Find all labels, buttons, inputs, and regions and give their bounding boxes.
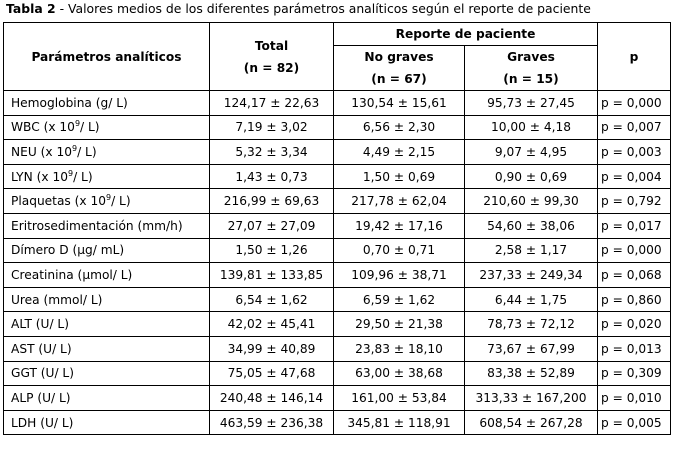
cell-total: 1,43 ± 0,73 bbox=[210, 164, 334, 189]
cell-total: 6,54 ± 1,62 bbox=[210, 287, 334, 312]
cell-graves: 313,33 ± 167,200 bbox=[465, 386, 598, 411]
caption-label: Tabla 2 bbox=[6, 1, 56, 16]
cell-parameter bbox=[4, 361, 210, 386]
header-no-graves-n: (n = 67) bbox=[371, 72, 427, 86]
parameter-label: Creatinina (µmol/ L) bbox=[11, 267, 133, 282]
cell-no-graves: 1,50 ± 0,69 bbox=[334, 164, 465, 189]
header-p: p bbox=[598, 23, 671, 91]
cell-p-value: p = 0,010 bbox=[598, 386, 671, 411]
cell-no-graves: 23,83 ± 18,10 bbox=[334, 336, 465, 361]
cell-no-graves: 19,42 ± 17,16 bbox=[334, 213, 465, 238]
parameter-label: ALP (U/ L) bbox=[11, 390, 71, 405]
cell-p-value: p = 0,013 bbox=[598, 336, 671, 361]
cell-total: 42,02 ± 45,41 bbox=[210, 312, 334, 337]
header-graves-n: (n = 15) bbox=[503, 72, 559, 86]
cell-parameter bbox=[4, 140, 210, 165]
cell-no-graves: 345,81 ± 118,91 bbox=[334, 410, 465, 435]
header-group: Reporte de paciente bbox=[334, 23, 598, 46]
parameter-exponent: 9 bbox=[105, 193, 112, 203]
cell-no-graves: 63,00 ± 38,68 bbox=[334, 361, 465, 386]
cell-graves: 78,73 ± 72,12 bbox=[465, 312, 598, 337]
cell-parameter bbox=[4, 213, 210, 238]
parameter-label: Hemoglobina (g/ L) bbox=[11, 95, 128, 110]
cell-no-graves: 0,70 ± 0,71 bbox=[334, 238, 465, 263]
parameter-label: Dímero D (µg/ mL) bbox=[11, 243, 125, 258]
cell-parameter bbox=[4, 410, 210, 435]
cell-total: 1,50 ± 1,26 bbox=[210, 238, 334, 263]
header-total-label: Total bbox=[254, 38, 289, 53]
cell-graves: 237,33 ± 249,34 bbox=[465, 263, 598, 288]
table-row bbox=[4, 287, 671, 312]
cell-graves: 95,73 ± 27,45 bbox=[465, 91, 598, 116]
cell-total: 240,48 ± 146,14 bbox=[210, 386, 334, 411]
parameter-unit-suffix: / L) bbox=[77, 144, 97, 159]
cell-p-value: p = 0,004 bbox=[598, 164, 671, 189]
parameter-label: Plaquetas (x 10 bbox=[11, 194, 106, 209]
cell-graves: 608,54 ± 267,28 bbox=[465, 410, 598, 435]
header-graves-label: Graves bbox=[507, 50, 555, 64]
header-total bbox=[210, 23, 334, 91]
cell-p-value: p = 0,005 bbox=[598, 410, 671, 435]
parameter-label: GGT (U/ L) bbox=[11, 366, 74, 381]
parameter-unit-suffix: / L) bbox=[80, 120, 100, 135]
cell-parameter bbox=[4, 386, 210, 411]
cell-no-graves: 161,00 ± 53,84 bbox=[334, 386, 465, 411]
parameter-label: Urea (mmol/ L) bbox=[11, 292, 103, 307]
cell-no-graves: 6,56 ± 2,30 bbox=[334, 115, 465, 140]
parameter-exponent: 9 bbox=[67, 168, 74, 178]
cell-graves: 10,00 ± 4,18 bbox=[465, 115, 598, 140]
cell-graves: 73,67 ± 67,99 bbox=[465, 336, 598, 361]
table-body bbox=[4, 91, 671, 435]
cell-total: 7,19 ± 3,02 bbox=[210, 115, 334, 140]
table-row bbox=[4, 386, 671, 411]
table-row bbox=[4, 140, 671, 165]
cell-total: 463,59 ± 236,38 bbox=[210, 410, 334, 435]
cell-p-value: p = 0,007 bbox=[598, 115, 671, 140]
cell-parameter bbox=[4, 189, 210, 214]
parameter-label: AST (U/ L) bbox=[11, 341, 72, 356]
caption-text: - Valores medios de los diferentes parámetros analíticos según el reporte de paciente bbox=[55, 1, 591, 16]
cell-graves: 9,07 ± 4,95 bbox=[465, 140, 598, 165]
cell-p-value: p = 0,792 bbox=[598, 189, 671, 214]
parameter-label: ALT (U/ L) bbox=[11, 317, 69, 332]
cell-graves: 83,38 ± 52,89 bbox=[465, 361, 598, 386]
cell-graves: 2,58 ± 1,17 bbox=[465, 238, 598, 263]
cell-no-graves: 217,78 ± 62,04 bbox=[334, 189, 465, 214]
header-total-n: (n = 82) bbox=[243, 60, 300, 75]
parameter-unit-suffix: / L) bbox=[111, 194, 131, 209]
table-row bbox=[4, 115, 671, 140]
header-graves bbox=[465, 46, 598, 91]
cell-graves: 54,60 ± 38,06 bbox=[465, 213, 598, 238]
header-no-graves-label: No graves bbox=[364, 50, 434, 64]
header-param: Parámetros analíticos bbox=[4, 23, 210, 91]
table-caption bbox=[6, 0, 591, 18]
parameter-exponent: 9 bbox=[71, 143, 78, 153]
cell-parameter bbox=[4, 287, 210, 312]
table-row bbox=[4, 189, 671, 214]
cell-total: 124,17 ± 22,63 bbox=[210, 91, 334, 116]
table-row bbox=[4, 164, 671, 189]
cell-total: 5,32 ± 3,34 bbox=[210, 140, 334, 165]
cell-p-value: p = 0,000 bbox=[598, 91, 671, 116]
cell-total: 75,05 ± 47,68 bbox=[210, 361, 334, 386]
table-row bbox=[4, 263, 671, 288]
parameter-label: NEU (x 10 bbox=[11, 144, 72, 159]
cell-p-value: p = 0,068 bbox=[598, 263, 671, 288]
cell-parameter bbox=[4, 91, 210, 116]
cell-p-value: p = 0,017 bbox=[598, 213, 671, 238]
cell-total: 139,81 ± 133,85 bbox=[210, 263, 334, 288]
parameter-label: LDH (U/ L) bbox=[11, 415, 74, 430]
cell-p-value: p = 0,860 bbox=[598, 287, 671, 312]
cell-p-value: p = 0,003 bbox=[598, 140, 671, 165]
parameter-exponent: 9 bbox=[74, 119, 81, 129]
cell-parameter bbox=[4, 238, 210, 263]
cell-no-graves: 6,59 ± 1,62 bbox=[334, 287, 465, 312]
table-row bbox=[4, 361, 671, 386]
cell-parameter bbox=[4, 312, 210, 337]
table-row bbox=[4, 213, 671, 238]
parameter-label: WBC (x 10 bbox=[11, 120, 75, 135]
parameter-label: Eritrosedimentación (mm/h) bbox=[11, 218, 183, 233]
cell-no-graves: 109,96 ± 38,71 bbox=[334, 263, 465, 288]
cell-parameter bbox=[4, 336, 210, 361]
cell-parameter bbox=[4, 115, 210, 140]
cell-parameter bbox=[4, 164, 210, 189]
table-row bbox=[4, 336, 671, 361]
cell-p-value: p = 0,309 bbox=[598, 361, 671, 386]
cell-graves: 0,90 ± 0,69 bbox=[465, 164, 598, 189]
header-no-graves bbox=[334, 46, 465, 91]
table-row bbox=[4, 91, 671, 116]
cell-no-graves: 29,50 ± 21,38 bbox=[334, 312, 465, 337]
cell-no-graves: 4,49 ± 2,15 bbox=[334, 140, 465, 165]
cell-p-value: p = 0,020 bbox=[598, 312, 671, 337]
table-row bbox=[4, 312, 671, 337]
cell-no-graves: 130,54 ± 15,61 bbox=[334, 91, 465, 116]
cell-p-value: p = 0,000 bbox=[598, 238, 671, 263]
cell-total: 34,99 ± 40,89 bbox=[210, 336, 334, 361]
cell-total: 216,99 ± 69,63 bbox=[210, 189, 334, 214]
cell-graves: 210,60 ± 99,30 bbox=[465, 189, 598, 214]
analytics-table bbox=[3, 22, 671, 435]
cell-graves: 6,44 ± 1,75 bbox=[465, 287, 598, 312]
table-row bbox=[4, 410, 671, 435]
table-row bbox=[4, 238, 671, 263]
cell-parameter bbox=[4, 263, 210, 288]
parameter-label: LYN (x 10 bbox=[11, 169, 68, 184]
parameter-unit-suffix: / L) bbox=[73, 169, 93, 184]
cell-total: 27,07 ± 27,09 bbox=[210, 213, 334, 238]
